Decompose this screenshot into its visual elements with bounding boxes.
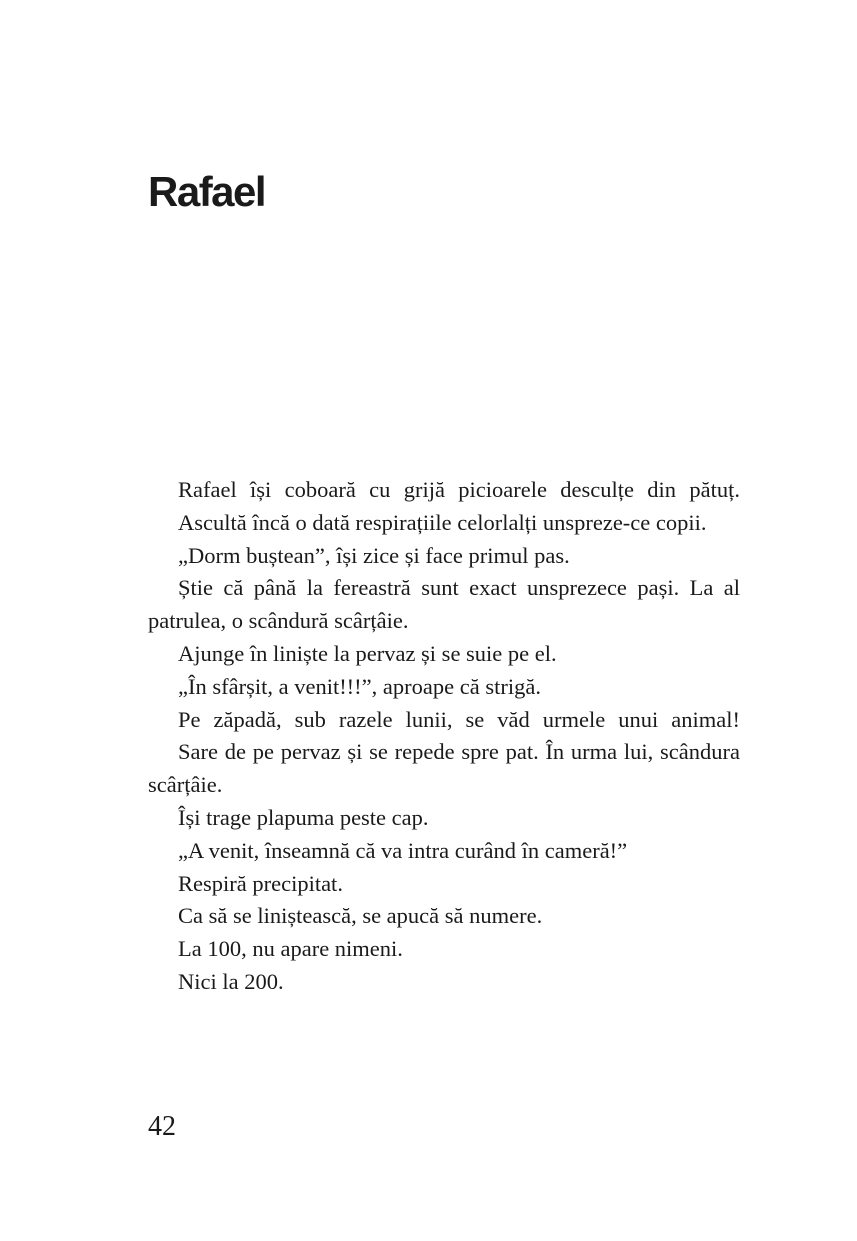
paragraph: Știe că până la fereastră sunt exact unsprezece pași. La al patrulea, o scândură scârțâie. <box>148 575 740 634</box>
page-number: 42 <box>148 1111 176 1142</box>
paragraph: „În sfârșit, a venit!!!”, aproape că strigă. <box>178 673 541 699</box>
paragraph: Nici la 200. <box>178 968 284 994</box>
paragraph: Pe zăpadă, sub razele lunii, se văd urmele unui animal! <box>178 706 740 732</box>
paragraph: Își trage plapuma peste cap. <box>178 804 429 830</box>
paragraph: Ca să se liniștească, se apucă să numere. <box>178 903 543 929</box>
paragraph: „Dorm buștean”, își zice și face primul pas. <box>178 542 570 568</box>
body-text <box>148 474 740 999</box>
paragraph: Ajunge în liniște la pervaz și se suie pe el. <box>178 640 557 666</box>
paragraph: „A venit, înseamnă că va intra curând în cameră!” <box>178 837 628 863</box>
paragraph: Ascultă încă o dată respirațiile celorlalți unspreze-ce copii. <box>178 509 707 535</box>
paragraph: La 100, nu apare nimeni. <box>178 936 403 962</box>
paragraph: Respiră precipitat. <box>178 870 343 896</box>
paragraph: Rafael își coboară cu grijă picioarele desculțe din pătuț. <box>178 477 740 502</box>
chapter-title: Rafael <box>148 168 266 215</box>
paragraph: Sare de pe pervaz și se repede spre pat. În urma lui, scândura scârțâie. <box>148 739 740 798</box>
